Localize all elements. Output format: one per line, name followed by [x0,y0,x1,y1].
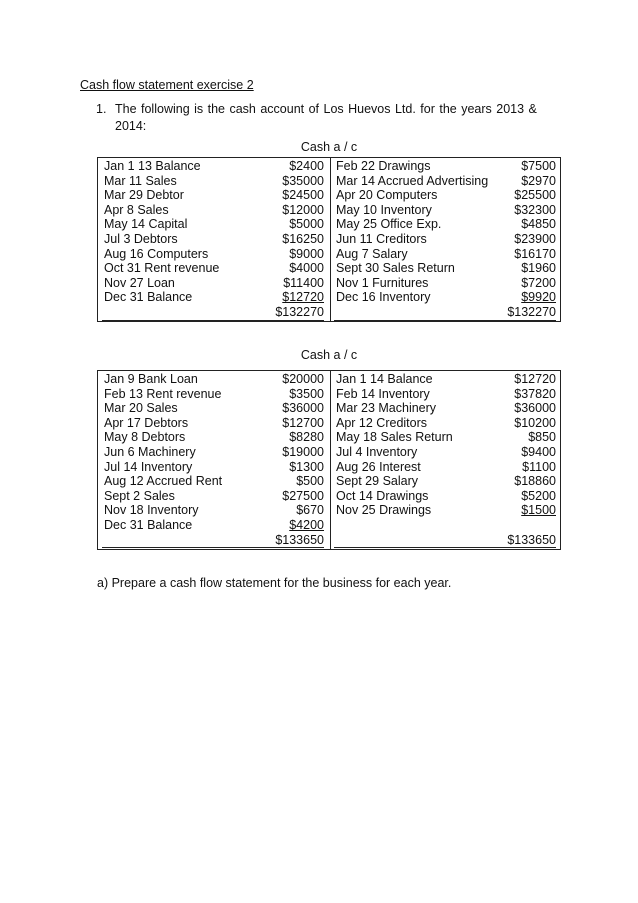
credits-entry-label: Sept 29 Salary [336,474,418,489]
debits-entry-amount: $35000 [282,173,324,188]
closing-rule [334,320,556,321]
credits-entry-amount: $7500 [521,159,556,173]
debits-entry-label: Dec 31 Balance [104,290,193,305]
debits-entry-amount: $11400 [283,275,324,290]
debits-entry-label: Oct 31 Rent revenue [104,261,220,276]
credits-entry-amount: $850 [528,430,556,445]
ledger-divider [330,158,331,321]
credits-entry-amount: $7200 [521,275,556,290]
debits-entry-label: Dec 31 Balance [104,518,193,532]
credit-total: $132270 [507,305,556,319]
exercise-heading: Cash flow statement exercise 2 [80,78,254,92]
debits-entry-label: Nov 18 Inventory [104,503,199,518]
debits-entry-label: Aug 16 Computers [104,246,209,261]
debits-entry-label: Apr 8 Sales [104,202,169,217]
debits-entry-label: Aug 12 Accrued Rent [104,474,223,489]
debits-entry-amount: $20000 [282,372,324,386]
debits-entry-amount: $36000 [282,401,324,416]
debits-entry-label: Feb 13 Rent revenue [104,386,222,401]
debits-entry-amount: $5000 [289,217,324,232]
debits-entry-amount: $4000 [289,261,324,276]
debit-total: $132270 [275,305,324,319]
debits-entry-amount: $12700 [282,415,324,430]
credits-entry-amount: $1960 [521,261,556,276]
debits-entry-label: Jun 6 Machinery [104,445,196,459]
debits-entry-label: Jan 9 Bank Loan [104,372,198,386]
credits-entry-amount: $36000 [514,401,556,416]
debits-entry-amount: $12720 [282,290,324,305]
credits-entry-amount: $4850 [521,217,556,232]
closing-rule [102,320,324,321]
credits-entry-label: Feb 14 Inventory [336,386,430,401]
credits-entry-label: Dec 16 Inventory [336,290,431,305]
closing-rule [102,547,324,548]
credits-entry-amount: $1500 [521,503,556,518]
credits-entry-label: May 18 Sales Return [336,430,453,445]
credits-entry-label: Oct 14 Drawings [336,488,429,503]
ledger-2-caption: Cash a / c [300,348,358,362]
debits-entry-label: Jan 1 13 Balance [104,159,201,173]
debits-entry-label: May 8 Debtors [104,430,186,445]
debits-entry-label: Mar 29 Debtor [104,188,184,203]
credit-total: $133650 [507,532,556,547]
closing-rule [334,547,556,548]
credits-entry-label: May 25 Office Exp. [336,217,442,232]
debits-entry-amount: $27500 [282,488,324,503]
credits-entry-label: Jun 11 Creditors [336,232,427,246]
credits-entry-amount: $18860 [514,474,556,489]
credits-entry-amount: $10200 [514,415,556,430]
credits-entry-label: Apr 20 Computers [336,188,438,203]
ledger-1-caption: Cash a / c [300,140,358,154]
debits-entry-amount: $1300 [289,459,324,474]
credits-entry-label: Mar 23 Machinery [336,401,437,416]
credits-entry-amount: $5200 [521,488,556,503]
credits-entry-amount: $37820 [514,386,556,401]
credits-entry-amount: $12720 [514,372,556,386]
credits-entry-amount: $2970 [521,173,556,188]
question-text-line-2: 2014: [115,119,147,133]
credits-entry-label: Apr 12 Creditors [336,415,428,430]
credits-entry-amount: $23900 [514,232,556,246]
question-number: 1. [96,102,107,116]
debits-entry-amount: $9000 [289,246,324,261]
credits-entry-amount: $25500 [514,188,556,203]
debits-entry-amount: $3500 [289,386,324,401]
debits-entry-label: Mar 11 Sales [104,173,177,188]
debits-entry-amount: $24500 [282,188,324,203]
credits-entry-amount: $16170 [514,246,556,261]
credits-entry-label: Nov 25 Drawings [336,503,432,518]
credits-entry-amount: $9400 [521,445,556,459]
credits-entry-label: Sept 30 Sales Return [336,261,455,276]
credits-entry-label: Jan 1 14 Balance [336,372,433,386]
debits-entry-label: Jul 3 Debtors [104,232,178,246]
debits-entry-amount: $2400 [289,159,324,173]
debits-entry-amount: $16250 [282,232,324,246]
task-instruction: a) Prepare a cash flow statement for the business for each year. [97,576,452,590]
debits-entry-label: Jul 14 Inventory [104,459,193,474]
debits-entry-label: Nov 27 Loan [104,275,175,290]
credits-entry-label: Mar 14 Accrued Advertising [336,173,489,188]
credits-entry-label: Nov 1 Furnitures [336,275,429,290]
debits-entry-amount: $12000 [282,202,324,217]
debit-total: $133650 [275,532,324,547]
credits-entry-label: Jul 4 Inventory [336,445,418,459]
debits-entry-amount: $670 [296,503,324,518]
debits-entry-amount: $500 [296,474,324,489]
debits-entry-label: May 14 Capital [104,217,188,232]
question-text-line-1: The following is the cash account of Los Huevos Ltd. for the years 2013 & [115,102,537,116]
ledger-divider [330,371,331,549]
cash-ledger-2013 [97,157,561,322]
credits-entry-amount: $9920 [521,290,556,305]
credits-entry-amount: $32300 [514,202,556,217]
credits-entry-label: Feb 22 Drawings [336,159,431,173]
cash-ledger-2014 [97,370,561,550]
debits-entry-label: Apr 17 Debtors [104,415,189,430]
debits-entry-label: Mar 20 Sales [104,401,178,416]
debits-entry-amount: $19000 [282,445,324,459]
credits-entry-amount: $1100 [522,459,556,474]
credits-entry-label: May 10 Inventory [336,202,432,217]
debits-entry-amount: $8280 [289,430,324,445]
credits-entry-label: Aug 26 Interest [336,459,421,474]
debits-entry-label: Sept 2 Sales [104,488,175,503]
debits-entry-amount: $4200 [289,518,324,532]
credits-entry-label: Aug 7 Salary [336,246,408,261]
